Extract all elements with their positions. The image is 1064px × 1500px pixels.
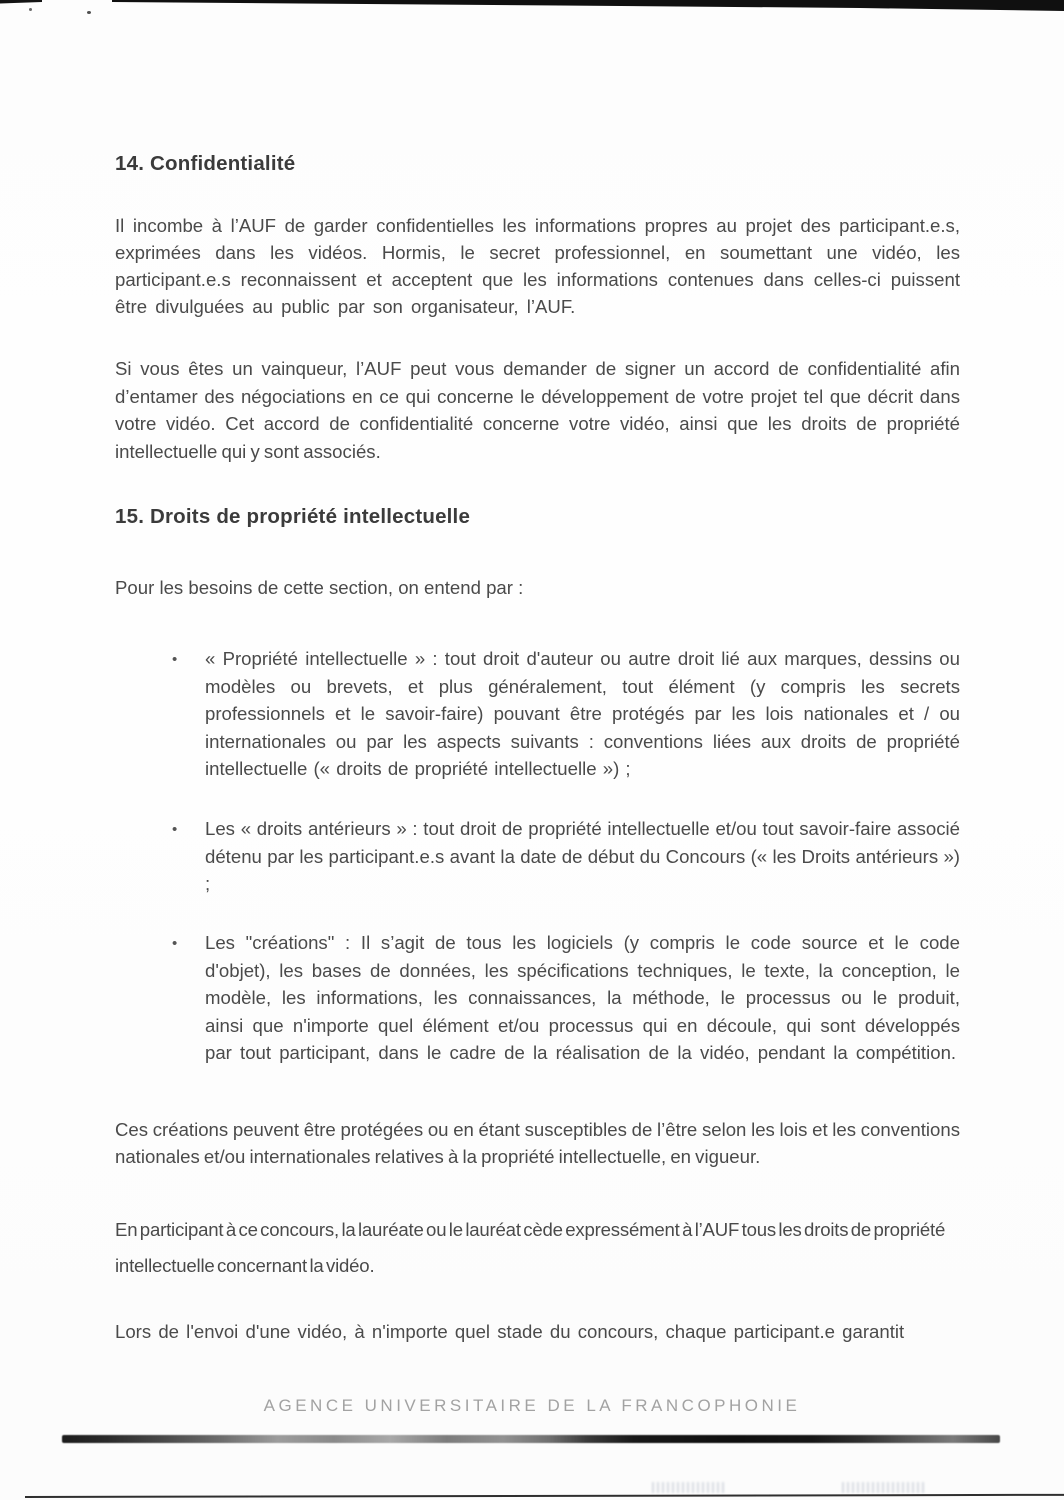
section-14-paragraph-1: Il incombe à l’AUF de garder confidentielles les informations propres au projet des participant.e.s, exprimées dans les vidéos. Hormis, le secret professionnel, en soumettant une vidéo, les participant.e.s reconnaissent et acceptent que les informations contenues dans celles-ci puissent être divulguées au public par son organisateur, l’AUF.: [115, 215, 960, 317]
section-15-paragraph-garantie: Lors de l'envoi d'une vidéo, à n'importe quel stade du concours, chaque participant.e garantit: [115, 1321, 905, 1342]
bullet-text: Les "créations" : Il s’agit de tous les logiciels (y compris le code source et le code d'objet), les bases de données, les spécifications techniques, le texte, la conception, le modèle, les informations, les connaissances, la méthode, le processus ou le produit, ainsi que n'importe quel élément et/ou processus qui en découle, qui sont développés par tout participant, dans le cadre de la réalisation de la vidéo, pendant la compétition.: [205, 932, 960, 1063]
bullet-icon: •: [172, 935, 178, 952]
bullet-text: « Propriété intellectuelle » : tout droit d'auteur ou autre droit lié aux marques, dessins ou modèles ou brevets, et plus généralement, tout élément (y compris les secrets professionnels et le savoir-faire) pouvant être protégés par les lois nationales et / ou internationales ou par les aspects suivants : conventions liées aux droits de propriété intellectuelle (« droits de propriété intellectuelle ») ;: [205, 648, 960, 779]
section-14-heading: 14. Confidentialité: [115, 152, 296, 175]
scan-speck: [29, 8, 32, 11]
section-15-heading: 15. Droits de propriété intellectuelle: [115, 505, 471, 528]
bullet-icon: •: [172, 821, 178, 838]
bullet-item-droits-anterieurs: [172, 815, 960, 898]
scan-smudge: [652, 1482, 727, 1493]
section-14-paragraph-2: Si vous êtes un vainqueur, l’AUF peut vous demander de signer un accord de confidentialité afin d’entamer des négociations en ce qui concerne le développement de votre projet tel que décrit dans votre vidéo. Cet accord de confidentialité concerne votre vidéo, ainsi que les droits de propriété intellectuelle qui y sont associés.: [115, 358, 960, 462]
scan-artifact-bottom-line: [25, 1494, 1064, 1498]
bullet-item-creations: [172, 929, 960, 1067]
section-15-paragraph-creations-protegees: Ces créations peuvent être protégées ou en étant susceptibles de l’être selon les lois et les conventions nationales et/ou internationales relatives à la propriété intellectuelle, en vigueur.: [115, 1119, 960, 1167]
bullet-icon: •: [172, 651, 178, 668]
scan-smudge: [842, 1482, 927, 1493]
bullet-text: Les « droits antérieurs » : tout droit de propriété intellectuelle et/ou tout savoir-faire associé détenu par les participant.e.s avant la date de début du Concours (« les Droits antérieurs ») ;: [205, 818, 960, 894]
scan-speck: [87, 11, 91, 14]
section-15-paragraph-cession-droits: En participant à ce concours, la lauréate ou le lauréat cède expressément à l’AUF tous les droits de propriété intellectuelle concernant la vidéo.: [115, 1219, 946, 1276]
scan-artifact-band: [62, 1435, 1000, 1443]
bullet-item-propriete-intellectuelle: [172, 645, 960, 783]
footer-organization-name: AGENCE UNIVERSITAIRE DE LA FRANCOPHONIE: [263, 1396, 801, 1415]
section-15-intro: Pour les besoins de cette section, on entend par :: [115, 577, 524, 598]
scan-artifact-top-edge: [0, 0, 1064, 14]
